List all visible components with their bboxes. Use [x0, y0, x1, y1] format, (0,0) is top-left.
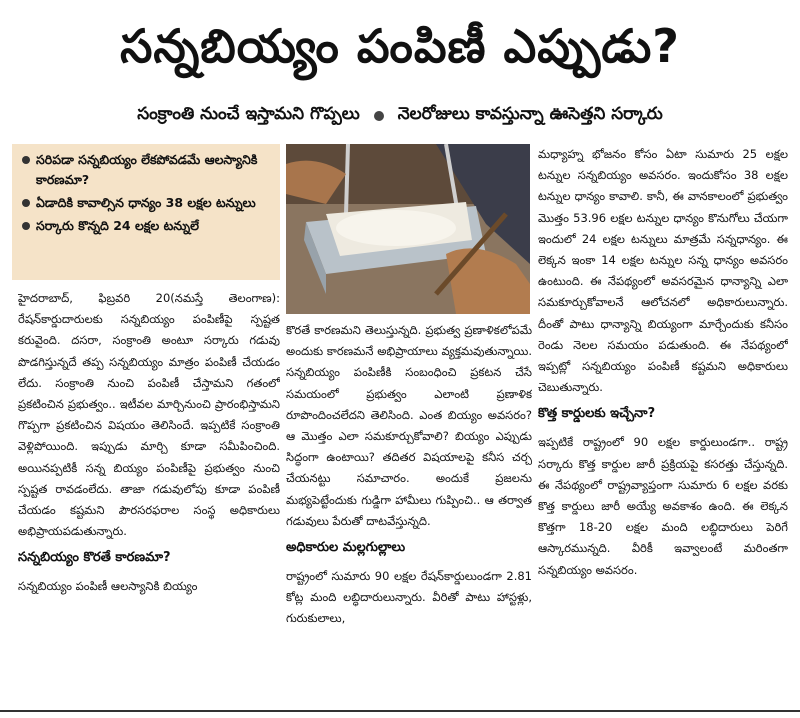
section-heading: కొత్త కార్డులకు ఇచ్చేనా? — [538, 406, 656, 422]
article-paragraph: మధ్యాహ్న భోజనం కోసం ఏటా సుమారు 25 లక్షల టన్నుల సన్నబియ్యం అవసరం. ఇందుకోసం 38 లక్షల టన్నుల ధాన్యం కావాలి. కానీ, ఈ వానకాలంలో ప్రభుత్వం మొత్తం 53.96 లక్షల టన్నుల ధాన్యం కొనుగోలు చేయగా ఇందులో 24 లక్షల టన్నులు మాత్రమే సన్నధాన్యం. ఈ లెక్కన ఇంకా 14 లక్షల టన్నుల సన్న ధాన్యం అవసరం ఉంటుంది. ఈ నేపథ్యంలో అవసరమైన ధాన్యాన్ని ఎలా సమకూర్చుకోవాలనే ఆలోచనలో అధికారులున్నారు. దీంతో పాటు ధాన్యాన్ని బియ్యంగా మార్చేందుకు కనీసం రెండు నెలల సమయం పడుతుంది. ఈ నేపథ్యంలో ఇప్పట్లో సన్నబియ్యం పంపిణీ కష్టమని అధికారులు చెబుతున్నారు. — [538, 147, 788, 395]
highlight-item — [20, 193, 272, 213]
subheadline-bar — [0, 96, 800, 136]
article-paragraph: కొరతే కారణమని తెలుస్తున్నది. ప్రభుత్వ ప్రణాళికలోపమే అందుకు కారణమనే అభిప్రాయాలు వ్యక్తమవుతున్నాయి. సన్నబియ్యం పంపిణీకి సంబంధించి ప్రకటన చేసే సమయంలో ప్రభుత్వం ఎలాంటి ప్రణాళిక రూపొందించలేదని తెలిసింది. ఎంత బియ్యం అవసరం? ఆ మొత్తం ఎలా సమకూర్చుకోవాలి? బియ్యం ఎప్పుడు సిద్ధంగా ఉంటాయి? తదితర విషయాలపై కనీస చర్చ చేయనట్టు సమాచారం. అందుకే ప్రజలను మభ్యపెట్టేందుకు గుడ్డిగా హామీలు గుప్పించి.. ఆ తర్వాత గడువులు పేరుతో దాటవేస్తున్నది. — [286, 323, 532, 528]
highlight-text: సర్కారు కొన్నది 24 లక్షల టన్నులే — [36, 218, 199, 233]
article-column-1 — [18, 288, 280, 708]
section-heading: అధికారుల మల్లగుల్లాలు — [286, 540, 406, 556]
bullet-icon — [22, 222, 30, 230]
bullet-icon — [22, 156, 30, 164]
subheadline-left: సంక్రాంతి నుంచే ఇస్తామని గొప్పలు — [137, 104, 360, 124]
article-paragraph: హైదరాబాద్, ఫిబ్రవరి 20(నమస్తే తెలంగాణ): రేషన్‌కార్డుదారులకు సన్నబియ్యం పంపిణీపై స్పష్టత కరువైంది. దసరా, సంక్రాంతి అంటూ సర్కారు గడువు పొడగిస్తున్నదే తప్ప సన్నబియ్యం మాత్రం పంపిణీ చేయడం లేదు. సంక్రాంతి నుంచి పంపిణీ చేస్తామని గతంలో ప్రకటించిన ప్రభుత్వం.. ఇటీవల మార్చినుంచి ప్రారంభిస్తామని గొప్పగా ప్రకటించిన విషయం తెలిసిందే. ఇప్పటికే సంక్రాంతి వెళ్లిపోయింది. ఇప్పుడు మార్చి కూడా సమీపించింది. అయినప్పటికీ సన్న బియ్యం పంపిణీపై ప్రభుత్వం నుంచి స్పష్టత రావడంలేదు. తాజా గడువులోపు కూడా పంపిణీ చేయడం కష్టమని పౌరసరఫరాల సంస్థ అధికారులు అభిప్రాయపడుతున్నారు. — [18, 291, 280, 539]
article-column-3 — [538, 144, 788, 708]
highlights-box — [12, 144, 280, 280]
article-paragraph: సన్నబియ్యం పంపిణీ ఆలస్యానికి బియ్యం — [18, 579, 198, 594]
article-paragraph: రాష్ట్రంలో సుమారు 90 లక్షల రేషన్‌కార్డులుండగా 2.81 కోట్ల మంది లబ్ధిదారులున్నారు. వీరితో పాటు హాస్టళ్లు, గురుకులాలు, — [286, 569, 532, 626]
highlight-item — [20, 150, 272, 190]
highlight-item — [20, 216, 272, 236]
bullet-dot-icon — [374, 111, 384, 121]
headline: సన్నబియ్యం పంపిణీ ఎప్పుడు? — [120, 19, 680, 73]
rice-photo-illustration — [286, 144, 530, 314]
subheadline-right: నెలరోజులు కావస్తున్నా ఊసెత్తని సర్కారు — [397, 104, 663, 124]
article-column-2 — [286, 320, 532, 708]
article-paragraph: ఇప్పటికే రాష్ట్రంలో 90 లక్షల కార్డులుండగా.. రాష్ట్ర సర్కారు కొత్త కార్డుల జారీ ప్రక్రియపై కసరత్తు చేస్తున్నది. ఈ నేపథ్యంలో రాష్ట్రవ్యాప్తంగా సుమారు 6 లక్షల వరకు కొత్త కార్డులు జారీ అయ్యే అవకాశం ఉంది. ఈ లెక్కన కొత్తగా 18-20 లక్షల మంది లబ్ధిదారులు పెరిగే ఆస్కారమున్నది. వీరికీ ఇవ్వాలంటే మరింతగా సన్నబియ్యం అవసరం. — [538, 435, 788, 577]
rice-weighing-photo — [286, 144, 530, 314]
bottom-divider — [0, 710, 800, 712]
highlight-text: ఏడాదికి కావాల్సిన ధాన్యం 38 లక్షల టన్నులు — [36, 195, 256, 210]
highlight-text: సరిపడా సన్నబియ్యం లేకపోవడమే ఆలస్యానికి కారణమా? — [36, 152, 258, 187]
section-heading: సన్నబియ్యం కొరతే కారణమా? — [18, 550, 171, 566]
bullet-icon — [22, 199, 30, 207]
